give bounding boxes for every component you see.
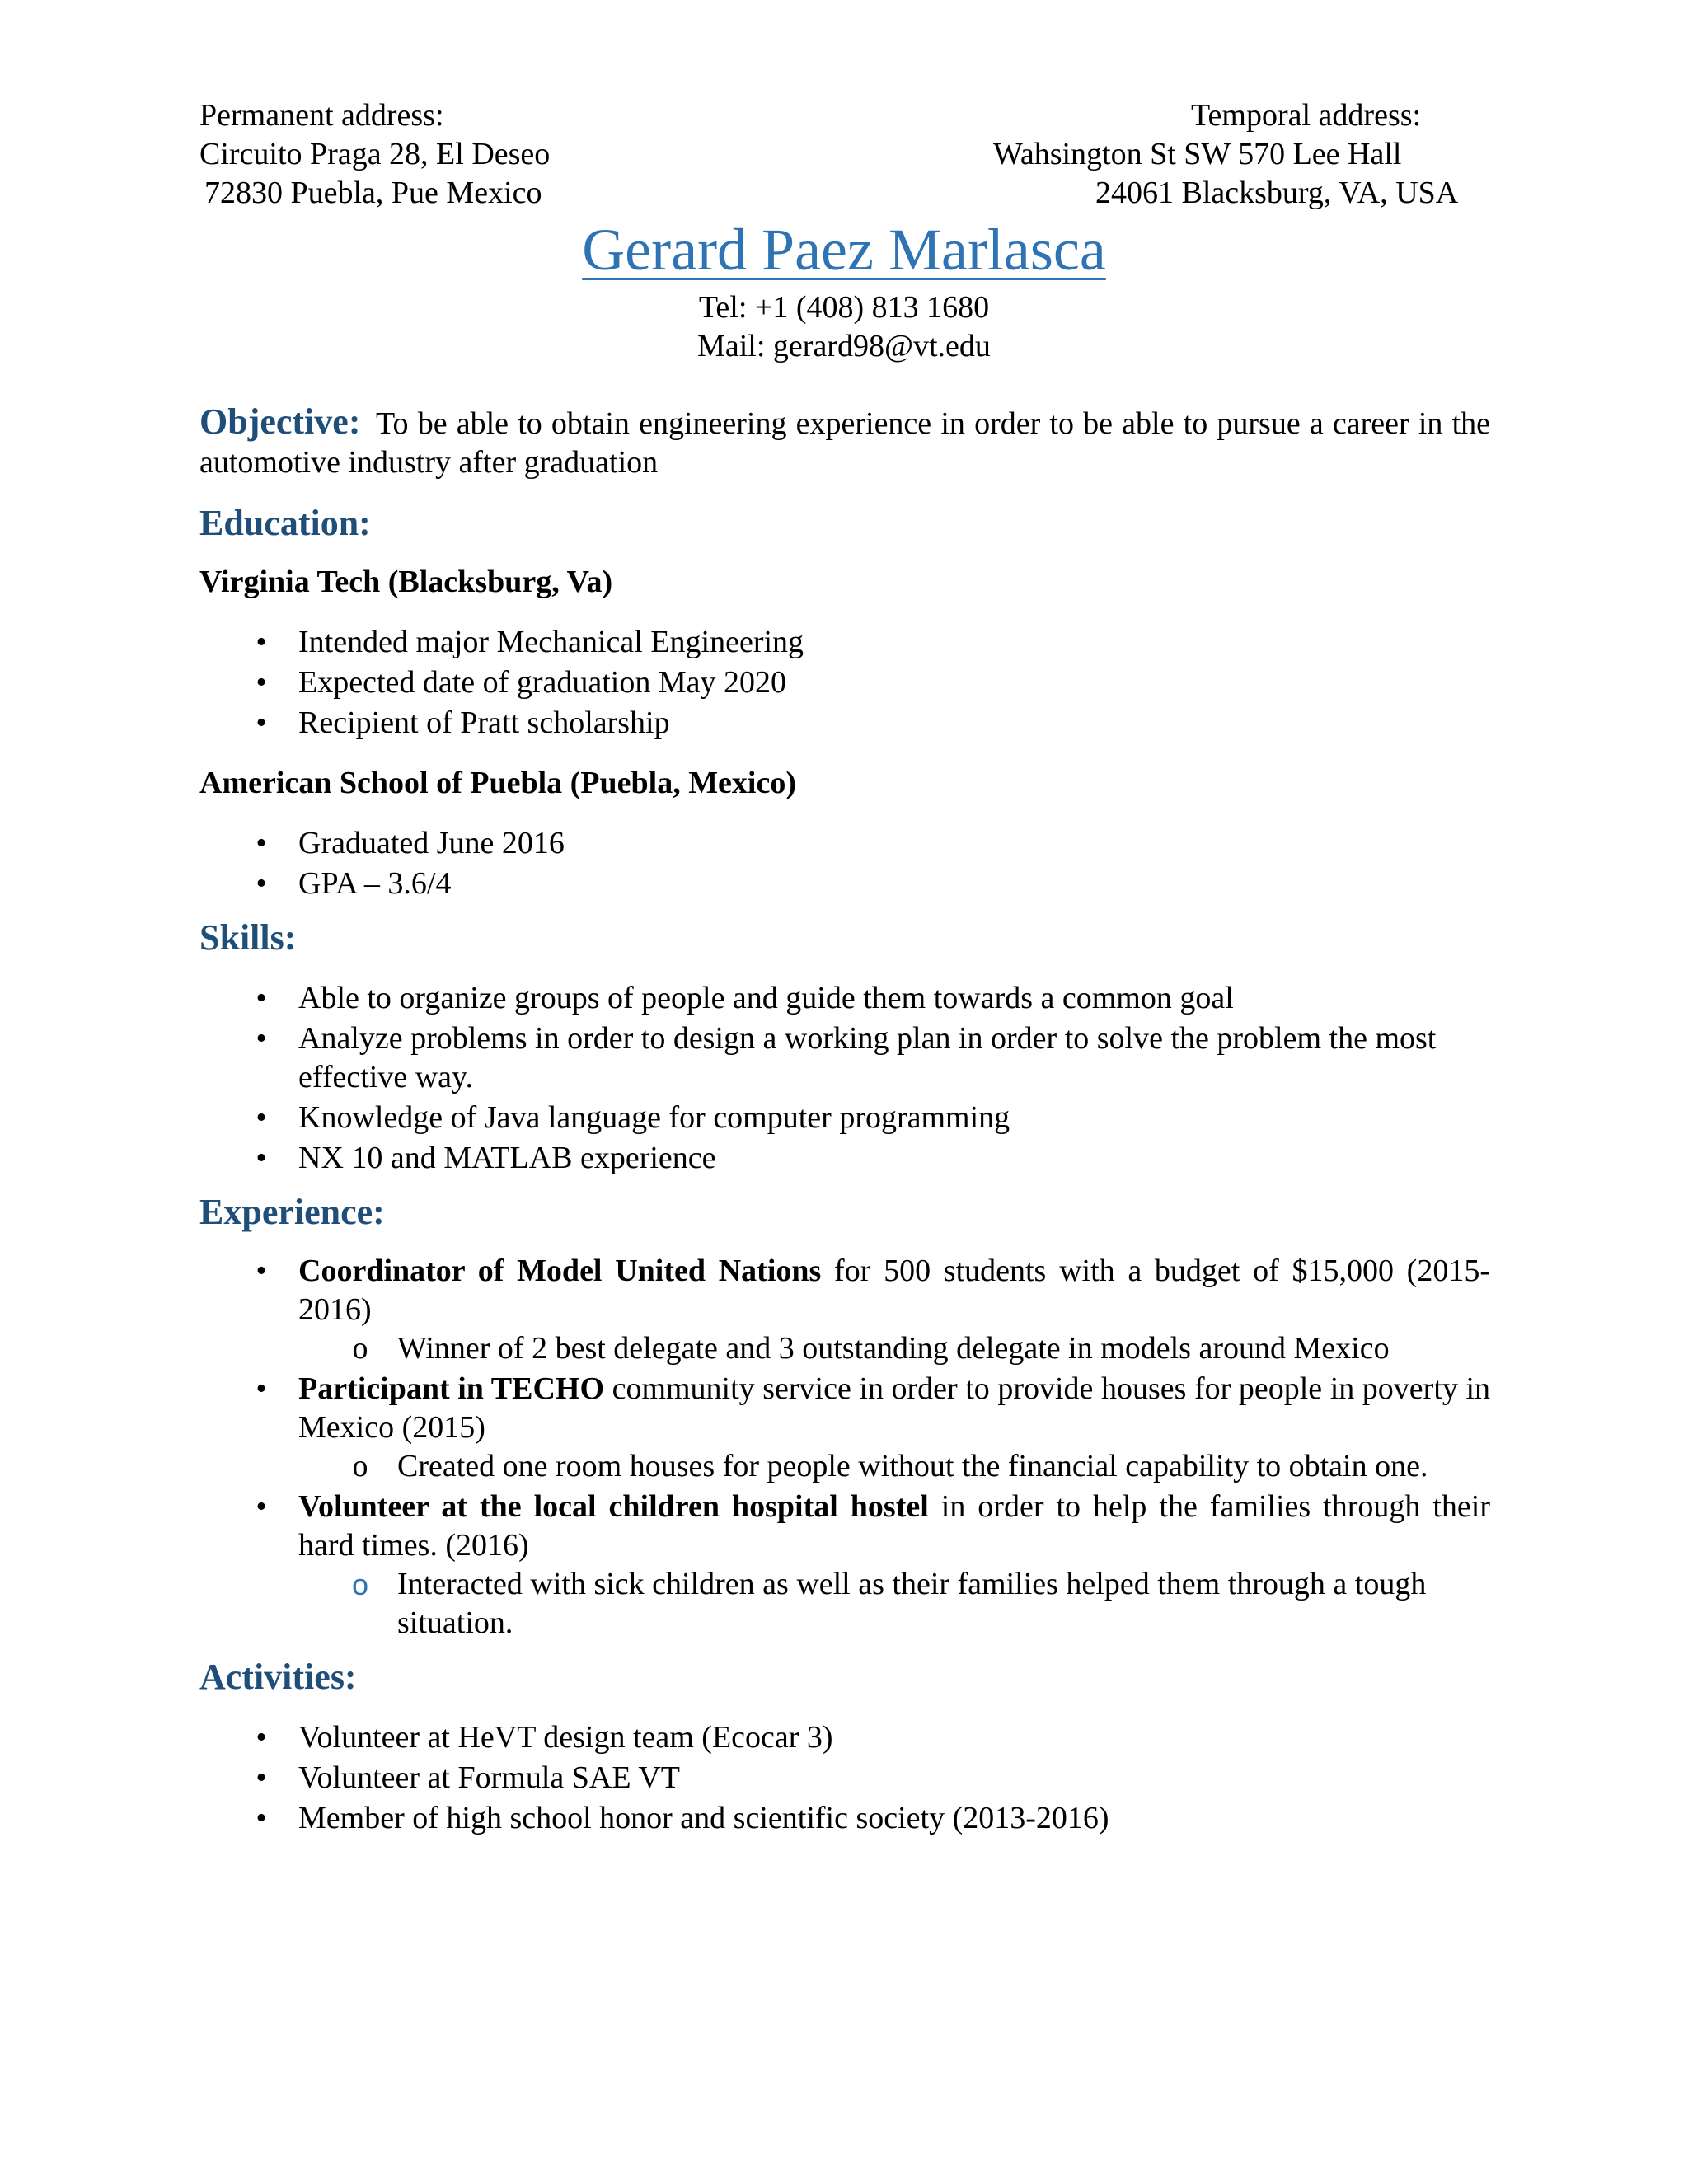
list-item: • Volunteer at Formula SAE VT xyxy=(199,1759,1490,1797)
bullet-dot-icon: • xyxy=(256,1254,267,1288)
resume-body xyxy=(199,402,1490,1838)
bullet-dot-icon: • xyxy=(256,1760,267,1795)
circle-outline-icon: o xyxy=(352,1449,368,1483)
list-item: • Graduated June 2016 xyxy=(199,824,1490,863)
candidate-name-text: Gerard Paez Marlasca xyxy=(582,217,1106,283)
contact-email: Mail: gerard98@vt.edu xyxy=(697,329,991,363)
list-item: o Interacted with sick children as well as their families helped them through a tough situation. xyxy=(199,1565,1490,1643)
permanent-address-line1: Circuito Praga 28, El Deseo xyxy=(199,137,551,171)
list-item: o Winner of 2 best delegate and 3 outstanding delegate in models around Mexico xyxy=(199,1329,1490,1368)
bullet-dot-icon: • xyxy=(256,826,267,860)
list-item: • Coordinator of Model United Nations for 500 students with a budget of $15,000 (2015-2016) o Winner of 2 best delegate and 3 outstanding delegate in models around Mexico xyxy=(199,1252,1490,1368)
list-item: • Able to organize groups of people and guide them towards a common goal xyxy=(199,979,1490,1018)
permanent-address xyxy=(199,96,550,213)
bullet-dot-icon: • xyxy=(256,1100,267,1135)
list-item: • Expected date of graduation May 2020 xyxy=(199,663,1490,702)
activities-list xyxy=(199,1718,1490,1838)
school-details-list xyxy=(199,623,1490,743)
skills-heading: Skills: xyxy=(199,917,297,958)
skills-list xyxy=(199,979,1490,1178)
experience-sub-list xyxy=(298,1565,1490,1643)
list-item: • Participant in TECHO community service in order to provide houses for people in poverty in Mexico (2015) o Created one room houses for people without the financial capability to obtain one. xyxy=(199,1370,1490,1486)
bullet-dot-icon: • xyxy=(256,1489,267,1524)
activities-heading: Activities: xyxy=(199,1657,357,1697)
bullet-dot-icon: • xyxy=(256,1021,267,1056)
circle-outline-icon: o xyxy=(351,1568,369,1601)
experience-list xyxy=(199,1252,1490,1643)
bullet-dot-icon: • xyxy=(256,1141,267,1175)
bullet-dot-icon: • xyxy=(256,981,267,1015)
experience-sub-list xyxy=(298,1447,1490,1486)
permanent-address-line2: 72830 Puebla, Pue Mexico xyxy=(204,176,542,210)
list-item: • Recipient of Pratt scholarship xyxy=(199,704,1490,743)
list-item: • Volunteer at HeVT design team (Ecocar 3) xyxy=(199,1718,1490,1757)
bullet-dot-icon: • xyxy=(256,1371,267,1406)
temporal-address-label: Temporal address: xyxy=(1191,98,1422,133)
temporal-address-line1: Wahsington St SW 570 Lee Hall xyxy=(993,137,1402,171)
contact-phone: Tel: +1 (408) 813 1680 xyxy=(698,290,990,325)
temporal-address xyxy=(993,96,1458,213)
experience-sub-list xyxy=(298,1329,1490,1368)
bullet-dot-icon: • xyxy=(256,665,267,700)
list-item: • Intended major Mechanical Engineering xyxy=(199,623,1490,662)
school-name: American School of Puebla (Puebla, Mexico) xyxy=(199,766,797,800)
contact-info xyxy=(0,288,1688,366)
bullet-dot-icon: • xyxy=(256,625,267,659)
school-name: Virginia Tech (Blacksburg, Va) xyxy=(199,565,613,599)
list-item: • GPA – 3.6/4 xyxy=(199,865,1490,903)
experience-heading: Experience: xyxy=(199,1192,385,1232)
list-item: • Analyze problems in order to design a working plan in order to solve the problem the most effective way. xyxy=(199,1019,1490,1097)
bullet-dot-icon: • xyxy=(256,1801,267,1835)
list-item: • NX 10 and MATLAB experience xyxy=(199,1139,1490,1178)
school-details-list xyxy=(199,824,1490,903)
list-item: • Volunteer at the local children hospital hostel in order to help the families through their hard times. (2016) o Interacted with sick children as well as their families helped them through a tough situation. xyxy=(199,1488,1490,1643)
temporal-address-line2: 24061 Blacksburg, VA, USA xyxy=(1095,176,1459,210)
list-item: • Knowledge of Java language for computer programming xyxy=(199,1099,1490,1137)
list-item: • Member of high school honor and scientific society (2013-2016) xyxy=(199,1799,1490,1838)
objective-heading: Objective: xyxy=(199,401,361,442)
objective-section xyxy=(199,402,1490,482)
permanent-address-label: Permanent address: xyxy=(199,98,444,133)
candidate-name xyxy=(0,213,1688,287)
circle-outline-icon: o xyxy=(352,1331,368,1366)
bullet-dot-icon: • xyxy=(256,866,267,901)
list-item: o Created one room houses for people without the financial capability to obtain one. xyxy=(199,1447,1490,1486)
bullet-dot-icon: • xyxy=(256,705,267,740)
education-heading: Education: xyxy=(199,503,371,543)
objective-text: To be able to obtain engineering experience in order to be able to pursue a career in the automotive industry after graduation xyxy=(199,406,1490,480)
bullet-dot-icon: • xyxy=(256,1720,267,1755)
